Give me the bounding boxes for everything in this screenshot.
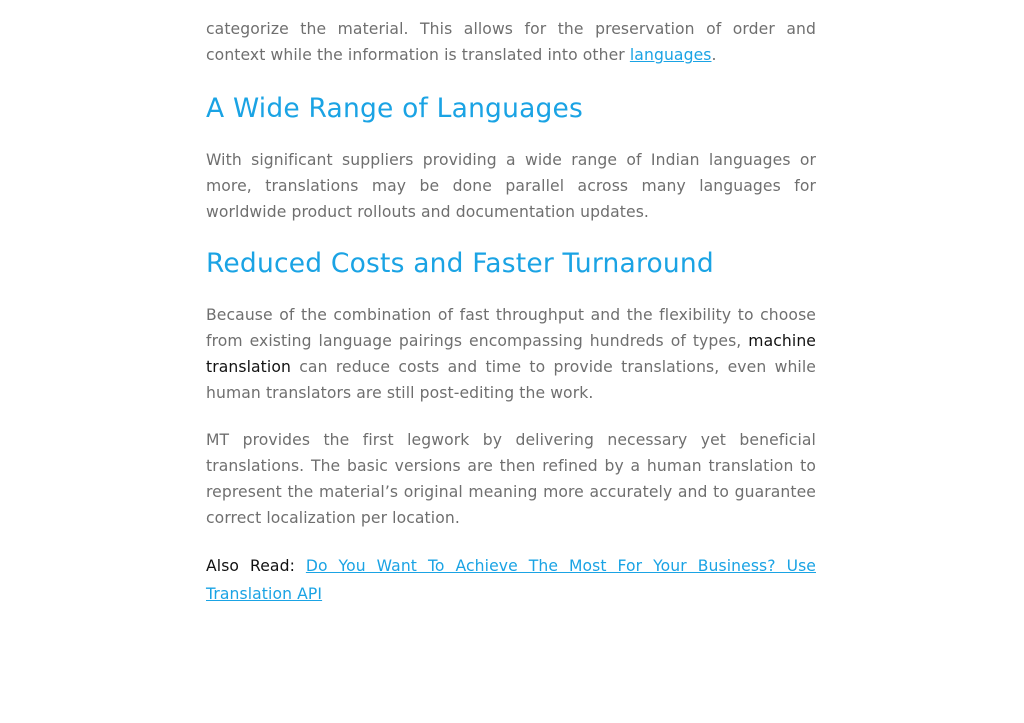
also-read-link[interactable]: Do You Want To Achieve The Most For Your Business? Use Translation API [206,557,816,603]
article-body [206,16,816,608]
intro-end: . [711,46,717,64]
also-read [206,552,816,608]
section-heading-reduced-costs: Reduced Costs and Faster Turnaround [206,248,714,279]
intro-text: categorize the material. This allows for the preservation of order and context while the information is translated into other [206,20,816,64]
also-read-label: Also Read: [206,557,295,575]
machine-translation-emphasis: machine translation [206,332,816,376]
mt-legwork-paragraph: MT provides the first legwork by delivering necessary yet beneficial translations. The basic versions are then refined by a human translation to represent the material’s original meaning more accurately and to guarantee correct localization per location. [206,431,816,527]
wide-range-paragraph: With significant suppliers providing a wide range of Indian languages or more, translations may be done parallel across many languages for worldwide product rollouts and documentation updates. [206,151,816,221]
reduced-costs-text-start: Because of the combination of fast throughput and the flexibility to choose from existing language pairings encompassing hundreds of types, [206,306,816,350]
languages-link[interactable]: languages [629,46,712,64]
reduced-costs-paragraph [206,302,816,406]
intro-paragraph [206,16,816,68]
reduced-costs-text-end: can reduce costs and time to provide translations, even while human translators are still post-editing the work. [206,358,816,402]
section-heading-wide-range: A Wide Range of Languages [206,93,584,124]
